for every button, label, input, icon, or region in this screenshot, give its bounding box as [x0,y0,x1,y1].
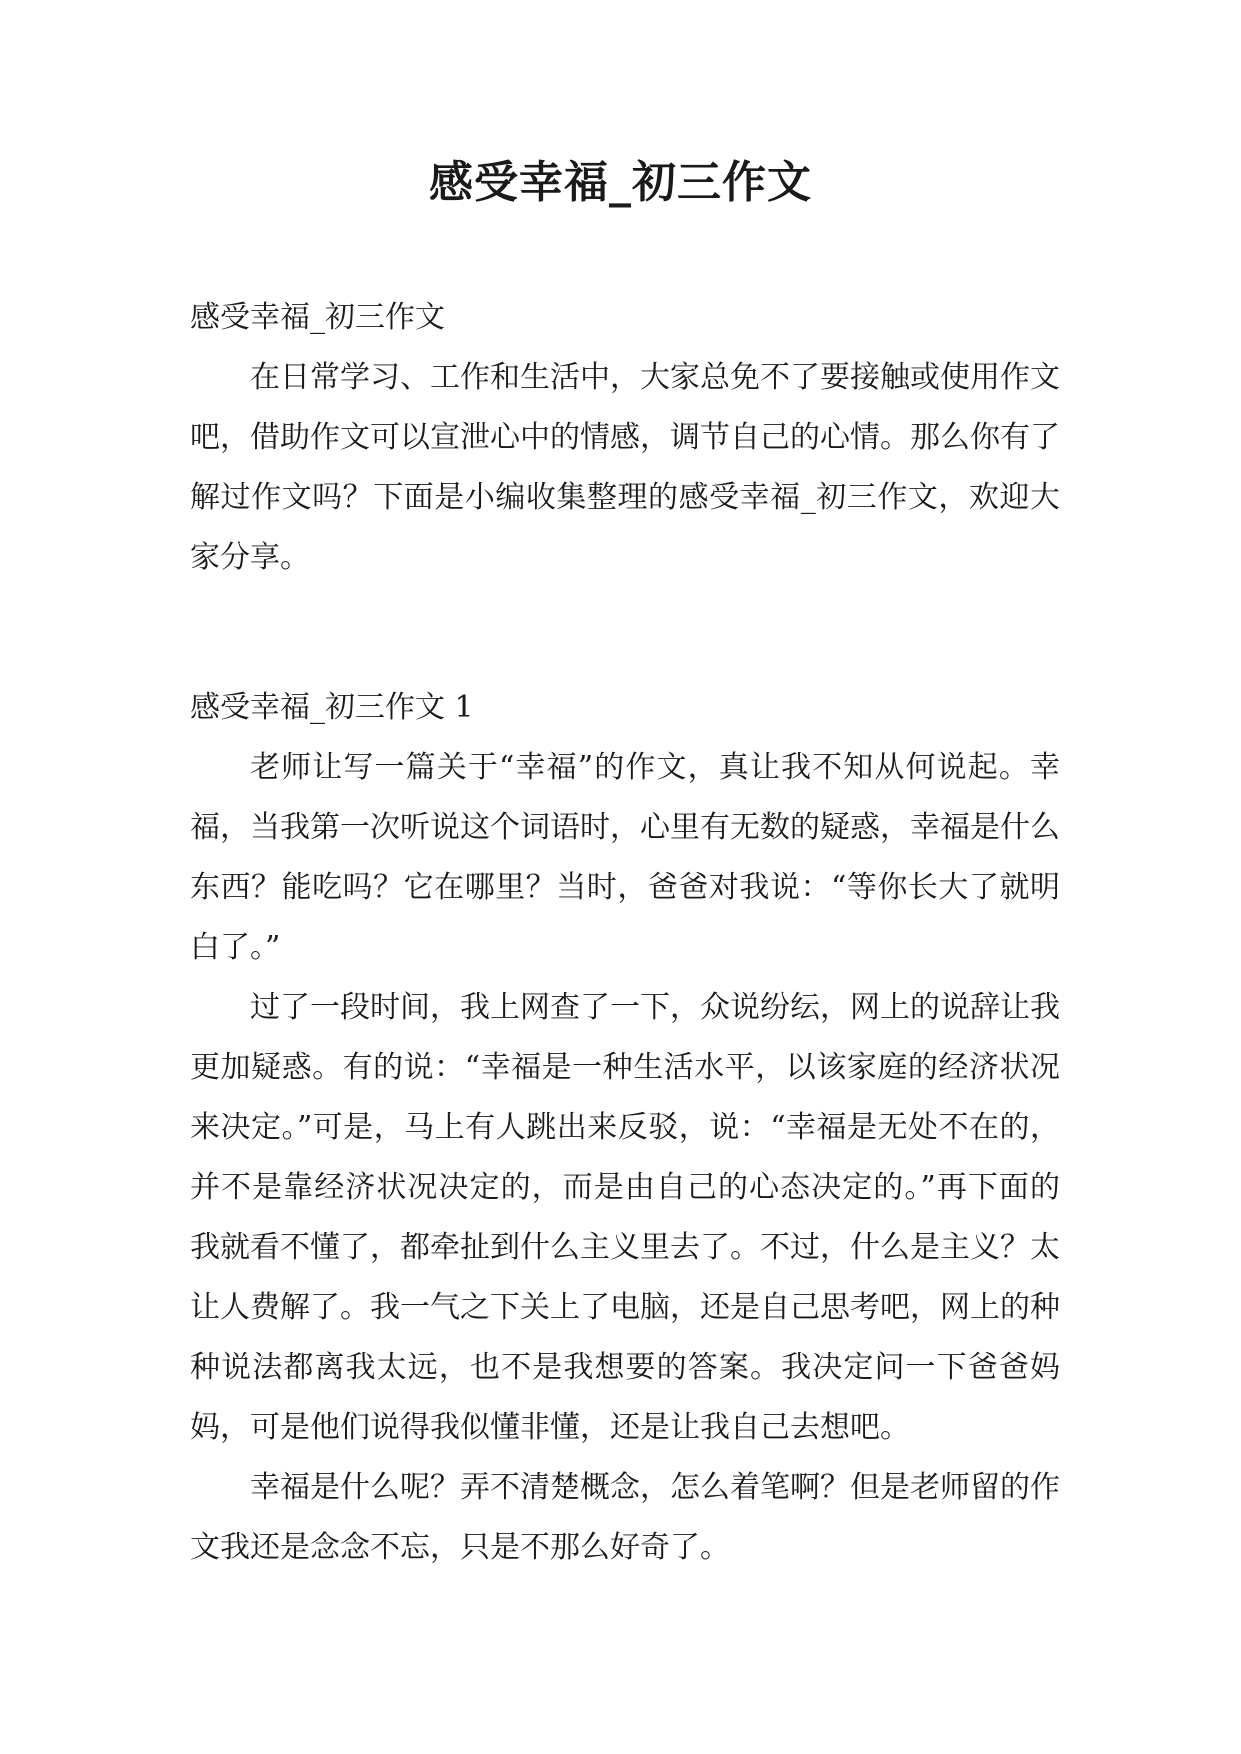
essay-heading: 感受幸福_初三作文 1 [190,690,474,725]
essay-paragraph-1: 老师让写一篇关于“幸福”的作文，真让我不知从何说起。幸福，当我第一次听说这个词语时，心里有无数的疑惑，幸福是什么东西？能吃吗？它在哪里？当时，爸爸对我说：“等你长大了就明白了。” [190,750,1060,965]
intro-paragraph: 在日常学习、工作和生活中，大家总免不了要接触或使用作文吧，借助作文可以宣泄心中的情感，调节自己的心情。那么你有了解过作文吗？下面是小编收集整理的感受幸福_初三作文，欢迎大家分享。 [190,360,1060,575]
section-spacer [190,588,1060,678]
intro-heading: 感受幸福_初三作文 [190,300,445,335]
essay-paragraph-3: 幸福是什么呢？弄不清楚概念，怎么着笔啊？但是老师留的作文我还是念念不忘，只是不那么好奇了。 [190,1470,1060,1565]
document-body [190,288,1060,1578]
document-title: 感受幸福_初三作文 [429,157,812,208]
essay-paragraph-2: 过了一段时间，我上网查了一下，众说纷纭，网上的说辞让我更加疑惑。有的说：“幸福是一种生活水平，以该家庭的经济状况来决定。”可是，马上有人跳出来反驳，说：“幸福是无处不在的，并不是靠经济状况决定的，而是由自己的心态决定的。”再下面的我就看不懂了，都牵扯到什么主义里去了。不过，什么是主义？太让人费解了。我一气之下关上了电脑，还是自己思考吧，网上的种种说法都离我太远，也不是我想要的答案。我决定问一下爸爸妈妈，可是他们说得我似懂非懂，还是让我自己去想吧。 [190,990,1060,1445]
